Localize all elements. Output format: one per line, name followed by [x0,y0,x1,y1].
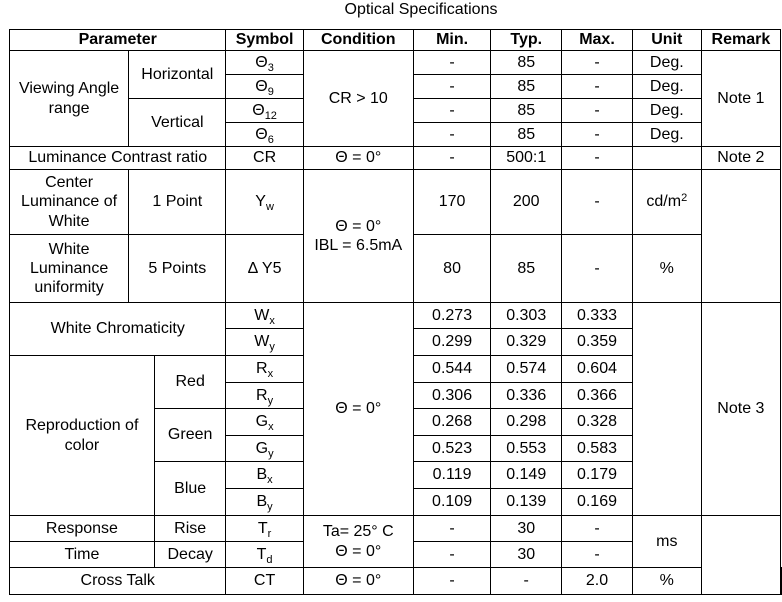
typ-cell: - [491,568,562,595]
typ-cell: 0.298 [491,409,562,436]
header-condition: Condition [303,30,413,51]
header-typ: Typ. [491,30,562,51]
unit-cell [632,147,701,170]
point-count-label: 1 Point [129,170,226,235]
response-condition [303,516,413,568]
symbol-cell: CR [226,147,303,170]
cross-talk-label: Cross Talk [10,568,226,595]
unit-cell: % [632,568,701,595]
chromaticity-condition: Θ = 0° [303,303,413,516]
remark-note-3: Note 3 [701,303,780,516]
symbol-cell: $\Theta_9$ [226,75,303,99]
typ-cell: 500:1 [491,147,562,170]
unit-cell: Deg. [632,123,701,147]
symbol-cell: $R_y$ [226,383,303,409]
max-cell: - [562,147,633,170]
reproduction-of-color-label: Reproduction of color [10,356,155,516]
condition-cell: Θ = 0° [303,147,413,170]
symbol-cell: $T_r$ [226,516,303,542]
table-row [10,170,782,235]
min-cell: 0.299 [413,329,491,356]
vertical-label: Vertical [129,99,226,147]
min-cell: 80 [413,235,491,303]
max-cell: 0.169 [562,489,633,516]
typ-cell: 0.149 [491,462,562,489]
symbol-cell: $B_y$ [226,489,303,516]
optical-specifications-table [9,29,782,595]
unit-cell: Deg. [632,51,701,75]
symbol-cell: CT [226,568,303,595]
min-cell: - [413,51,491,75]
min-cell: 0.544 [413,356,491,383]
unit-cell [632,303,701,516]
symbol-cell: $\Theta_{12}$ [226,99,303,123]
max-cell: - [562,235,633,303]
max-cell: 0.359 [562,329,633,356]
min-cell: 0.268 [413,409,491,436]
typ-cell: 0.303 [491,303,562,329]
typ-cell: 85 [491,235,562,303]
color-green-label: Green [154,409,226,462]
min-cell: 0.119 [413,462,491,489]
min-cell: 0.306 [413,383,491,409]
header-symbol: Symbol [226,30,303,51]
symbol-cell: Δ Y5 [226,235,303,303]
min-cell: - [413,568,491,595]
remark-cell [701,170,780,303]
symbol-cell: $Y_w$ [226,170,303,235]
condition-line: Θ = 0° [335,217,382,235]
center-luminance-label: Center Luminance of White [10,170,129,235]
table-row [10,516,782,542]
uniformity-label: White Luminance uniformity [10,235,129,303]
header-parameter: Parameter [10,30,226,51]
response-label: Response [10,516,155,542]
table-row [10,568,782,595]
typ-cell: 30 [491,516,562,542]
header-remark: Remark [701,30,780,51]
typ-cell: 85 [491,51,562,75]
contrast-ratio-label: Luminance Contrast ratio [10,147,226,170]
color-red-label: Red [154,356,226,409]
max-cell: - [562,123,633,147]
max-cell: - [562,51,633,75]
min-cell: - [413,75,491,99]
viewing-angle-label: Viewing Angle range [10,51,129,147]
max-cell: - [562,516,633,542]
table-title: Optical Specifications [344,1,498,18]
typ-cell: 0.329 [491,329,562,356]
color-blue-label: Blue [154,462,226,516]
min-cell: 0.109 [413,489,491,516]
typ-cell: 0.553 [491,436,562,462]
typ-cell: 200 [491,170,562,235]
remark-note-1: Note 1 [701,51,780,147]
max-cell: - [562,75,633,99]
condition-line: IBL = 6.5mA [314,237,403,254]
unit-cell: Deg. [632,99,701,123]
min-cell: 0.273 [413,303,491,329]
remark-cell [781,568,782,595]
table-row [10,147,782,170]
max-cell: - [562,170,633,235]
header-max: Max. [562,30,633,51]
min-cell: - [413,542,491,568]
rise-label: Rise [154,516,226,542]
response-unit: ms [632,516,701,568]
unit-cell: % [632,235,701,303]
viewing-condition: CR > 10 [303,51,413,147]
min-cell: - [413,99,491,123]
max-cell: 2.0 [562,568,633,595]
symbol-cell: $B_x$ [226,462,303,489]
typ-cell: 0.139 [491,489,562,516]
horizontal-label: Horizontal [129,51,226,99]
condition-cell: Θ = 0° [303,568,413,595]
table-row [10,51,782,75]
typ-cell: 85 [491,99,562,123]
table-row [10,303,782,329]
remark-note-2: Note 2 [701,147,780,170]
header-row [10,30,782,51]
symbol-cell: $\Theta_3$ [226,51,303,75]
min-cell: 0.523 [413,436,491,462]
max-cell: 0.604 [562,356,633,383]
max-cell: - [562,99,633,123]
max-cell: 0.333 [562,303,633,329]
min-cell: - [413,516,491,542]
symbol-cell: $G_x$ [226,409,303,436]
min-cell: 170 [413,170,491,235]
typ-cell: 0.336 [491,383,562,409]
time-label: Time [10,542,155,568]
max-cell: 0.179 [562,462,633,489]
typ-cell: 30 [491,542,562,568]
condition-line: Ta= 25° C [322,523,394,541]
symbol-cell: $G_y$ [226,436,303,462]
symbol-cell: $R_x$ [226,356,303,383]
symbol-cell: $\Theta_6$ [226,123,303,147]
max-cell: 0.328 [562,409,633,436]
typ-cell: 0.574 [491,356,562,383]
luminance-condition [303,170,413,303]
unit-cell: Deg. [632,75,701,99]
remark-cell [701,516,780,595]
decay-label: Decay [154,542,226,568]
condition-line: Θ = 0° [335,542,382,560]
header-min: Min. [413,30,491,51]
typ-cell: 85 [491,123,562,147]
min-cell: - [413,147,491,170]
white-chromaticity-label: White Chromaticity [10,303,226,356]
max-cell: - [562,542,633,568]
header-unit: Unit [632,30,701,51]
max-cell: 0.583 [562,436,633,462]
typ-cell: 85 [491,75,562,99]
symbol-cell: $W_y$ [226,329,303,356]
point-count-label: 5 Points [129,235,226,303]
unit-cell: $cd/m^2$ [632,170,701,235]
max-cell: 0.366 [562,383,633,409]
min-cell: - [413,123,491,147]
symbol-cell: $W_x$ [226,303,303,329]
symbol-cell: $T_d$ [226,542,303,568]
